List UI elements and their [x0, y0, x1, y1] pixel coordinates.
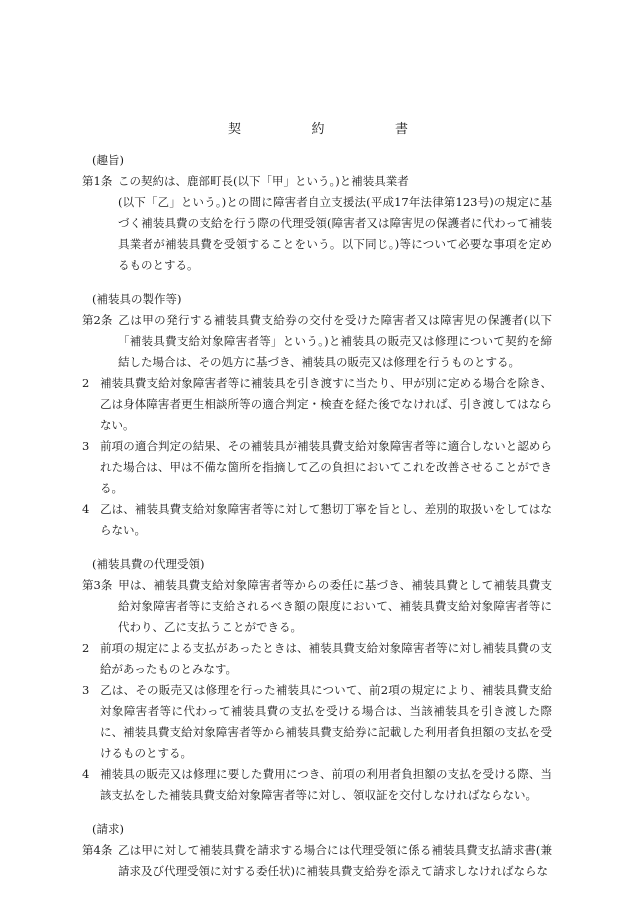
- article-text-line: この契約は、鹿部町長(以下「甲」という。)と補装具業者: [118, 174, 409, 188]
- document-body: [82, 150, 552, 882]
- title-char: 約: [311, 122, 325, 137]
- article-1: [82, 171, 552, 276]
- clause-text: 補装具費支給対象障害者等に補装具を引き渡すに当たり、甲が別に定める場合を除き、乙は身体障害者更生相談所等の適合判定・検査を経た後でなければ、引き渡してはならない。: [100, 376, 552, 432]
- article-text: 甲は、補装具費支給対象障害者等からの委任に基づき、補装具費として補装具費支給対象障害者等に支給されるべき額の限度において、補装具費支給対象障害者等に代わり、乙に支払うことができる。: [118, 578, 552, 634]
- title-char: 契: [228, 122, 242, 137]
- clause-number: 4: [82, 767, 90, 781]
- article-number: 第2条: [82, 313, 113, 327]
- clause-text: 乙は、補装具費支給対象障害者等に対して懇切丁寧を旨とし、差別的取扱いをしてはならない。: [100, 502, 552, 537]
- clause: [82, 373, 552, 436]
- article-number: 第4条: [82, 843, 113, 857]
- title-char: 書: [394, 122, 408, 137]
- article-caption: (請求): [92, 822, 124, 836]
- section-manufacture: [82, 289, 552, 541]
- document-title: [228, 118, 408, 137]
- clause-text: 前項の適合判定の結果、その補装具が補装具費支給対象障害者等に適合しないと認められた場合は、甲は不備な箇所を指摘して乙の負担においてこれを改善させることができる。: [100, 439, 552, 495]
- clause-number: 2: [82, 376, 90, 390]
- article-number: 第1条: [82, 174, 113, 188]
- clause: [82, 680, 552, 764]
- clause-number: 3: [82, 439, 90, 453]
- clause-text: 乙は、その販売又は修理を行った補装具について、前2項の規定により、補装具費支給対象障害者等に代わって補装具費の支払を受ける場合は、当該補装具を引き渡した際に、補装具費支給対象障害者等から補装具費支給券に記載した利用者負担額の支払を受けるものとする。: [100, 683, 552, 760]
- article-4: [82, 840, 552, 882]
- section-billing: [82, 819, 552, 882]
- article-2: [82, 310, 552, 373]
- clause-text: 補装具の販売又は修理に要した費用につき、前項の利用者負担額の支払を受ける際、当該支払をした補装具費支給対象障害者等に対し、領収証を交付しなければならない。: [100, 767, 552, 802]
- article-caption: (補装具費の代理受領): [92, 557, 205, 571]
- clause: [82, 638, 552, 680]
- clause-number: 4: [82, 502, 90, 516]
- article-number: 第3条: [82, 578, 113, 592]
- article-3: [82, 575, 552, 638]
- article-caption: (補装具の製作等): [92, 292, 182, 306]
- article-text-line: (以下「乙」という。)との間に障害者自立支援法(平成17年法律第123号)の規定に基づく補装具費の支給を行う際の代理受領(障害者又は障害児の保護者に代わって補装具業者が補装具費を受領することをいう。以下同じ。)等について必要な事項を定めるものとする。: [118, 195, 552, 272]
- clause-number: 2: [82, 641, 90, 655]
- clause: [82, 764, 552, 806]
- section-purpose: [82, 150, 552, 276]
- clause-text: 前項の規定による支払があったときは、補装具費支給対象障害者等に対し補装具費の支給があったものとみなす。: [100, 641, 552, 676]
- clause-number: 3: [82, 683, 90, 697]
- article-text: 乙は甲に対して補装具費を請求する場合には代理受領に係る補装具費支払請求書(兼請求及び代理受領に対する委任状)に補装具費支給券を添えて請求しなければならな: [118, 843, 552, 878]
- article-caption: (趣旨): [92, 153, 124, 167]
- clause: [82, 499, 552, 541]
- clause: [82, 436, 552, 499]
- article-text: 乙は甲の発行する補装具費支給券の交付を受けた障害者又は障害児の保護者(以下「補装具費支給対象障害者等」という。)と補装具の販売又は修理について契約を締結した場合は、その処方に基づき、補装具の販売又は修理を行うものとする。: [118, 313, 552, 369]
- section-proxy-receipt: [82, 554, 552, 806]
